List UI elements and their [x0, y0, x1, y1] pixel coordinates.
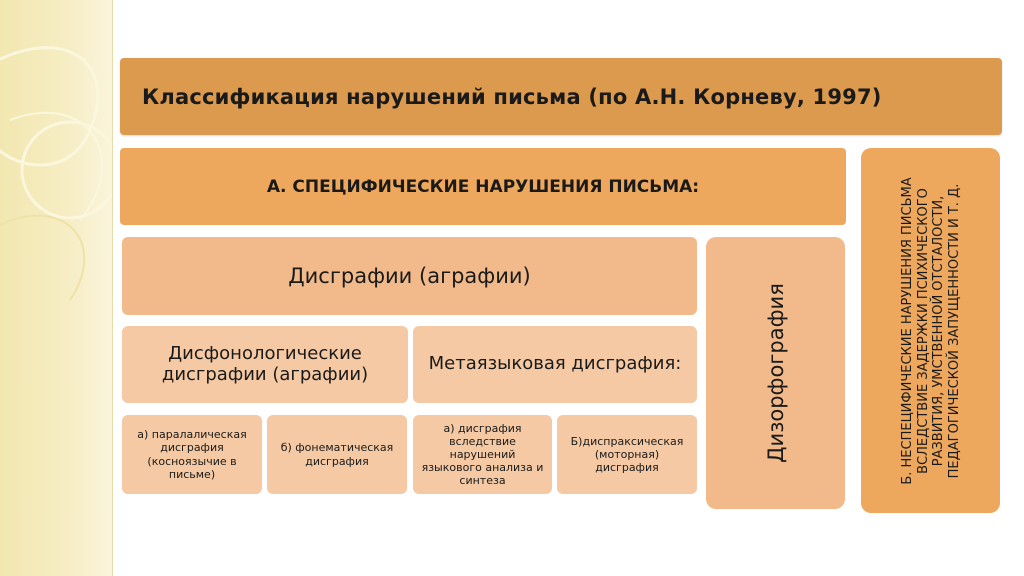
specific-disorders-heading: А. СПЕЦИФИЧЕСКИЕ НАРУШЕНИЯ ПИСЬМА:	[120, 148, 846, 225]
dysphonological-box: Дисфонологические дисграфии (аграфии)	[122, 326, 408, 403]
paralalic-dysgraphia-box: а) паралалическая дисграфия (косноязычие в письме)	[122, 415, 262, 494]
dysorthography-label: Дизорфография	[763, 283, 788, 463]
nonspecific-disorders-label: Б. НЕСПЕЦИФИЧЕСКИЕ НАРУШЕНИЯ ПИСЬМА ВСЛЕДСТВИЕ ЗАДЕРЖКИ ПСИХИЧЕСКОГО РАЗВИТИЯ, УМСТВЕННОЙ ОТСТАЛОСТИ, ПЕДАГОГИЧЕСКОЙ ЗАПУЩЕННОСТИ И Т. Д.	[899, 176, 962, 485]
dyspraxic-dysgraphia-box: Б)диспраксическая (моторная) дисграфия	[557, 415, 697, 494]
metalinguistic-box: Метаязыковая дисграфия:	[413, 326, 697, 403]
dysorthography-box	[706, 237, 845, 509]
slide-title: Классификация нарушений письма (по А.Н. Корневу, 1997)	[120, 58, 1002, 135]
dysgraphia-box: Дисграфии (аграфии)	[122, 237, 697, 315]
nonspecific-disorders-box	[861, 148, 1000, 513]
phonematic-dysgraphia-box: б) фонематическая дисграфия	[267, 415, 407, 494]
decorative-side-panel	[0, 0, 113, 576]
language-analysis-dysgraphia-box: а) дисграфия вследствие нарушений языкового анализа и синтеза	[413, 415, 552, 494]
